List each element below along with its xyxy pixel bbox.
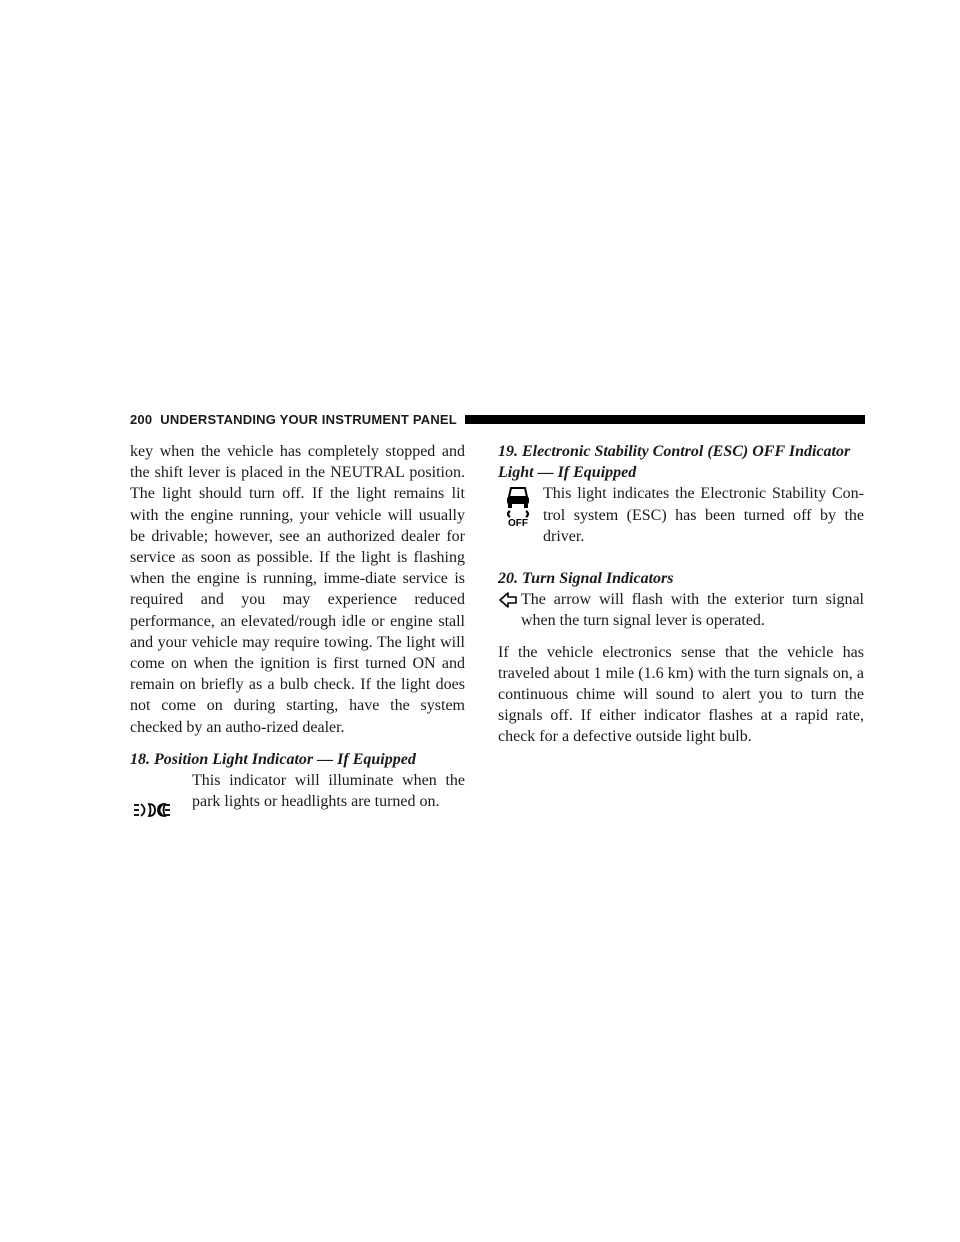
- position-light-icon: [132, 800, 172, 820]
- page-header: [130, 410, 865, 428]
- turn-signal-arrow-icon: [499, 591, 517, 609]
- item-20-text: The arrow will flash with the exterior turn signal when the turn signal lever is operated.: [521, 591, 864, 630]
- left-column: [130, 441, 465, 820]
- page-number: 200: [130, 411, 153, 427]
- item-19-body: [498, 483, 864, 547]
- svg-text:OFF: OFF: [508, 518, 528, 528]
- right-column: [498, 441, 864, 748]
- item-20-body: [498, 589, 864, 631]
- item-18-heading: 18. Position Light Indicator — If Equipped: [130, 750, 416, 768]
- closing-paragraph: If the vehicle electronics sense that the vehicle has traveled about 1 mile (1.6 km) with the turn signals on, a continuous chime will sound to alert you to turn the signals off. If either indicator flashes at a rapid rate, check for a defective outside light bulb.: [498, 643, 864, 746]
- item-19-text: This light indicates the Electronic Stability Con-trol system (ESC) has been turned off by the driver.: [543, 485, 864, 545]
- item-19-heading: 19. Electronic Stability Control (ESC) OFF Indicator Light — If Equipped: [498, 443, 851, 482]
- section-title: UNDERSTANDING YOUR INSTRUMENT PANEL: [160, 411, 457, 427]
- item-20-heading: 20. Turn Signal Indicators: [498, 570, 674, 588]
- item-18-body: [130, 770, 465, 820]
- continued-paragraph: key when the vehicle has completely stopped and the shift lever is placed in the NEUTRAL position. The light should turn off. If the light remains lit with the engine running, your vehicle will usually be drivable; however, see an authorized dealer for service as soon as possible. If the light is flashing when the engine is running, imme-diate service is required and you may experience reduced performance, an elevated/rough idle or engine stall and your vehicle may require towing. The light will come on when the ignition is first turned ON and remain on briefly as a bulb check. If the light does not come on during starting, have the system checked by an autho-rized dealer.: [130, 443, 465, 736]
- item-18-text: This indicator will illuminate when the park lights or headlights are turned on.: [192, 772, 465, 811]
- esc-off-icon: [501, 485, 535, 527]
- header-rule: [465, 415, 865, 424]
